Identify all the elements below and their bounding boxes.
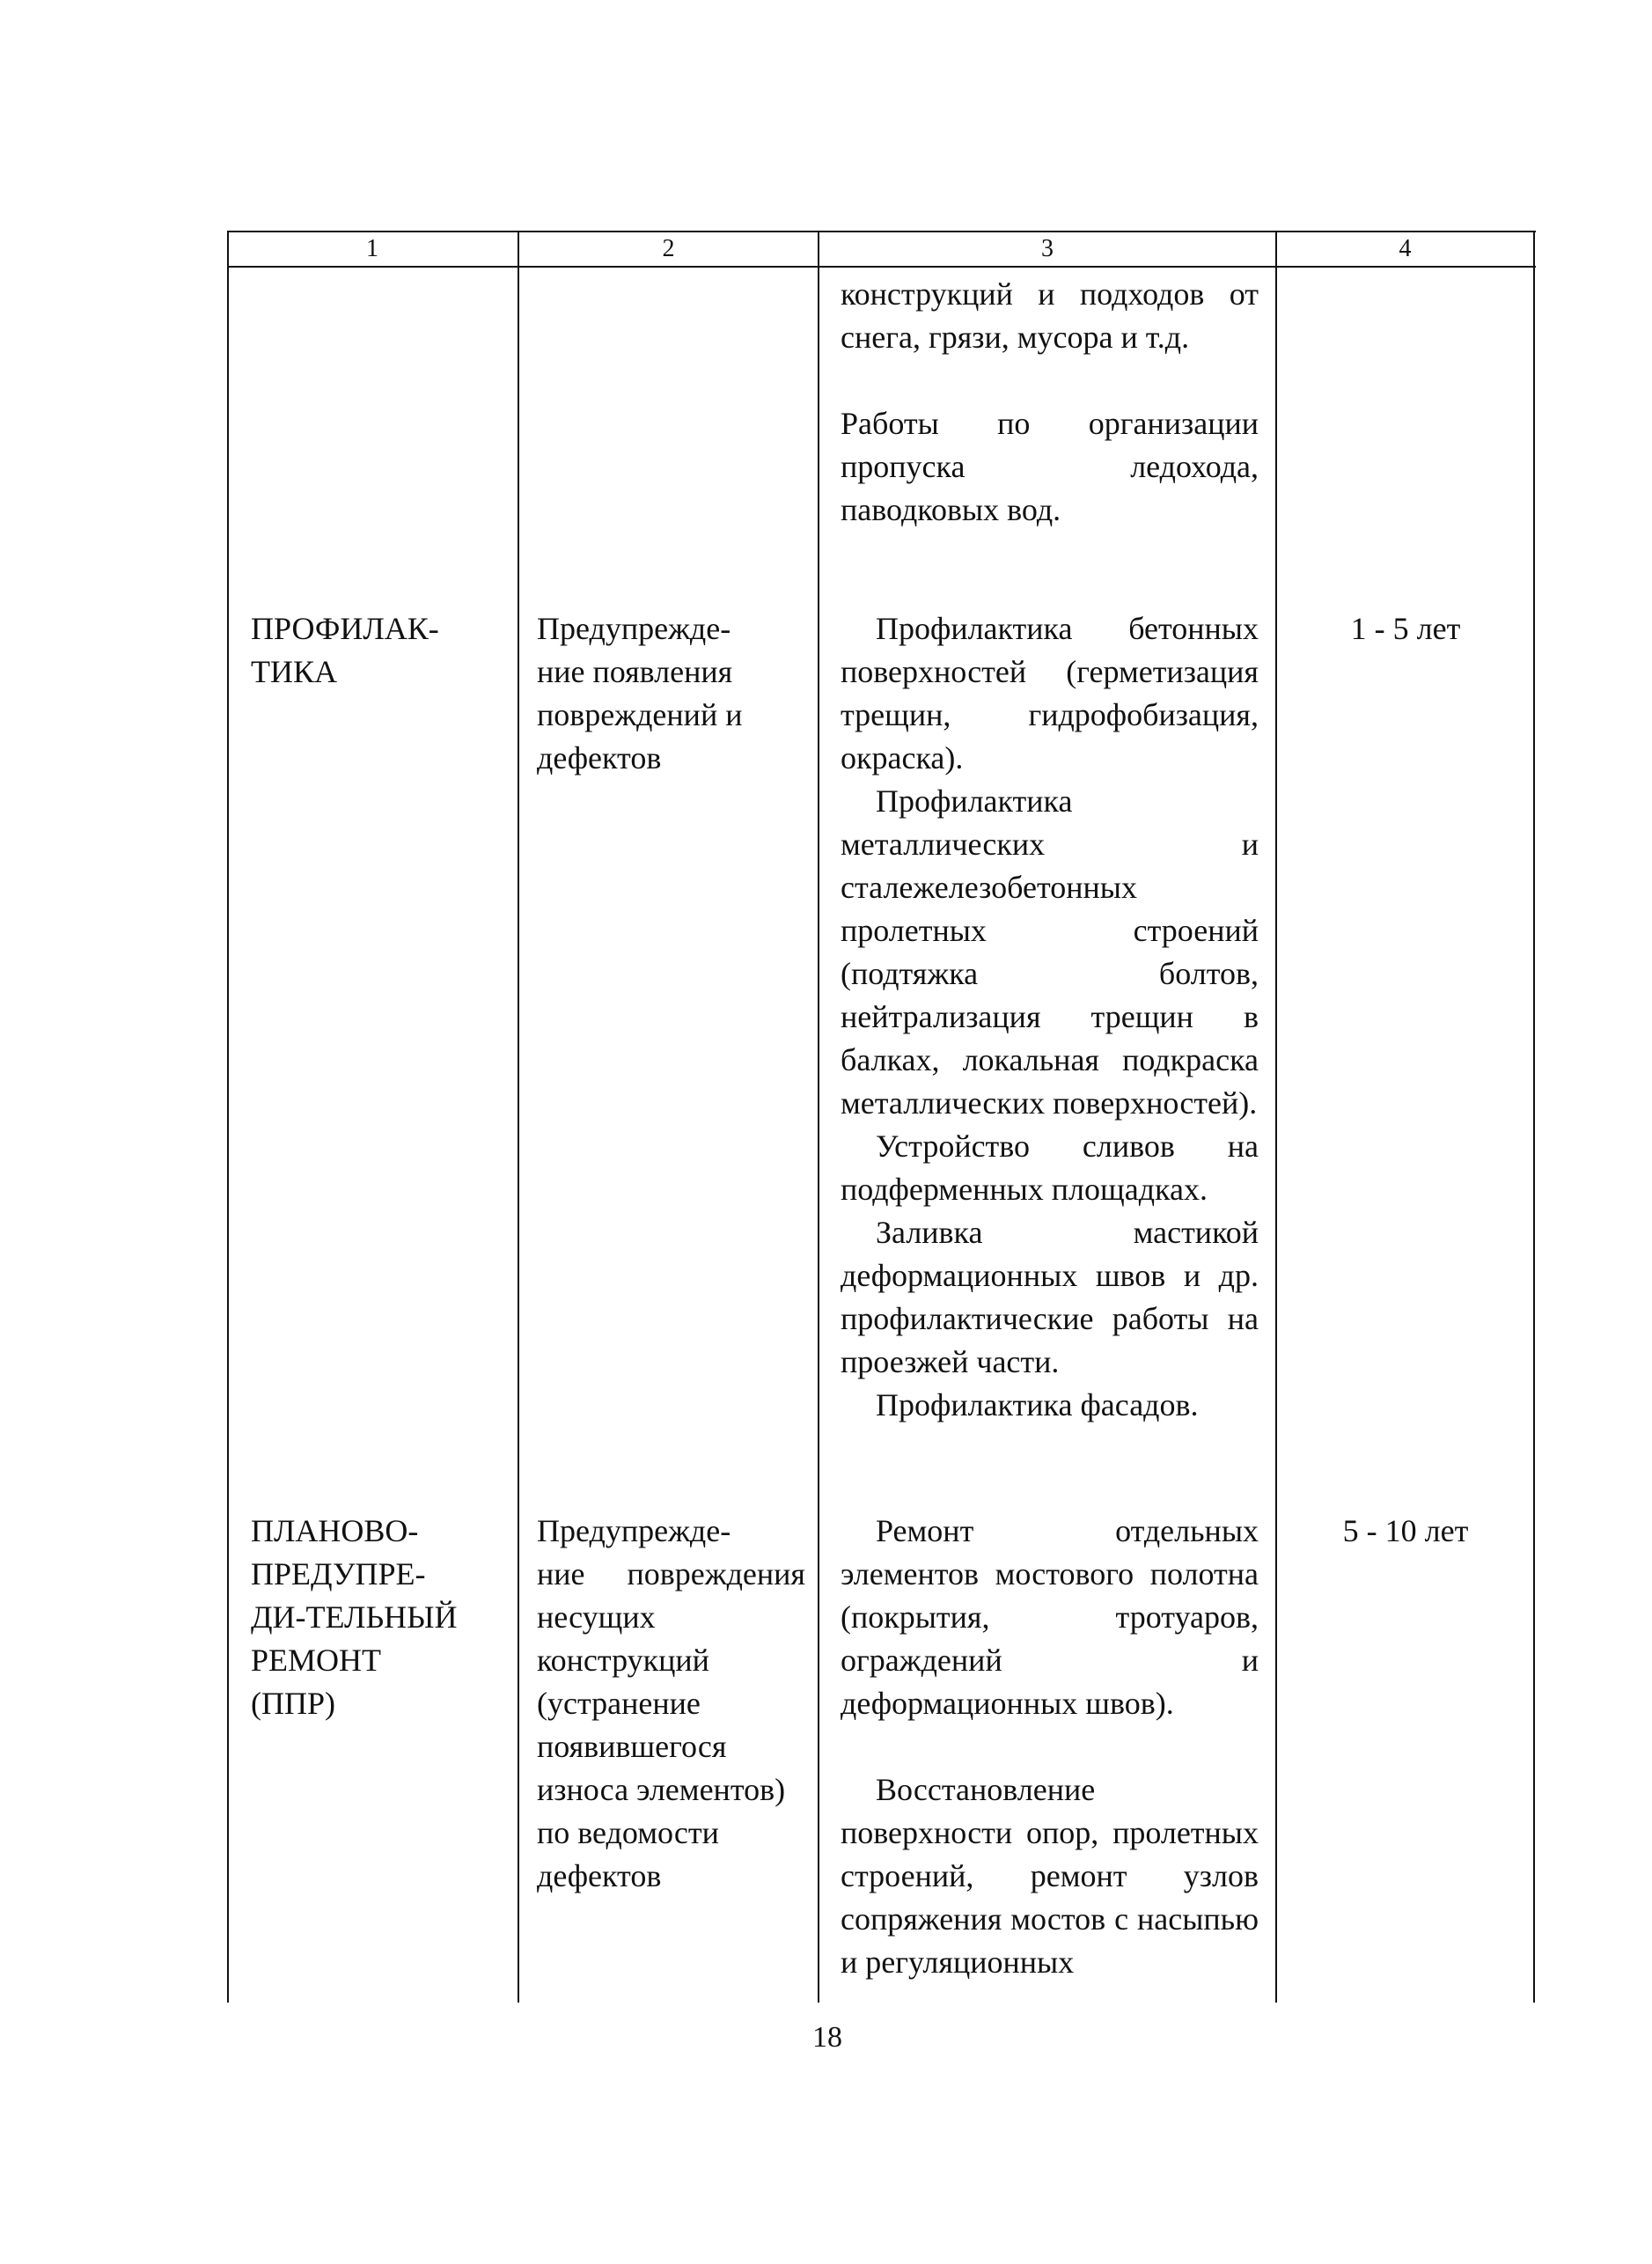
row-prophylaxis-works (841, 607, 1259, 1427)
cell-line: ПЛАНОВО- (251, 1513, 419, 1548)
cell-line: (устранение появившегося износа элементов) (537, 1686, 786, 1807)
column-divider-1-2 (518, 231, 519, 2003)
cell-line: дефектов (537, 1858, 662, 1893)
row-ppr-type (251, 1510, 508, 1725)
works-paragraph: Профилактика бетонных поверхностей (герметизация трещин, гидрофобизация, окраска). (841, 611, 1259, 775)
continuation-paragraph: конструкций и подходов от снега, грязи, мусора и т.д. (841, 276, 1259, 355)
cell-line: Предупрежде- (537, 1513, 731, 1548)
cell-line: ние появления (537, 654, 733, 689)
continuation-paragraph: Работы по организации пропуска ледохода, паводковых вод. (841, 406, 1259, 527)
column-divider-2-3 (818, 231, 819, 2003)
cell-line: ПРЕДУПРЕ- (251, 1556, 426, 1591)
continuation-cell (841, 273, 1259, 532)
column-divider-3-4 (1275, 231, 1277, 2003)
cell-line: (ППР) (251, 1686, 335, 1721)
cell-line: по ведомости (537, 1815, 719, 1850)
works-paragraph: Восстановление поверхности опор, пролетных строений, ремонт узлов сопряжения мостов с насыпью и регуляционных (841, 1772, 1259, 1980)
cell-line: повреждений и (537, 697, 743, 732)
header-col-1: 1 (366, 235, 378, 262)
works-paragraph: Профилактика металлических и сталежелезобетонных пролетных строений (подтяжка болтов, нейтрализация трещин в балках, локальная подкраска металлических поверхностей). (841, 783, 1259, 1121)
row-ppr-works (841, 1510, 1259, 1984)
header-col-3: 3 (1041, 235, 1054, 262)
page-number: 18 (812, 2021, 842, 2054)
cell-line: ПРОФИЛАК- (251, 611, 439, 646)
cell-line: РЕМОНТ (251, 1643, 382, 1678)
cell-line: ние повреждения несущих (537, 1556, 805, 1635)
table-right-border (1533, 231, 1535, 2003)
header-col-4: 4 (1399, 235, 1412, 262)
works-paragraph: Заливка мастикой деформационных швов и др. профилактические работы на проезжей части. (841, 1215, 1259, 1379)
works-paragraph: Профилактика фасадов. (876, 1387, 1199, 1422)
cell-line: ДИ-ТЕЛЬНЫЙ (251, 1599, 458, 1635)
cell-line: конструкций (537, 1643, 709, 1678)
row-ppr-purpose (537, 1510, 805, 1898)
header-col-2: 2 (662, 235, 675, 262)
cell-line: ТИКА (251, 654, 337, 689)
table-left-border (227, 231, 229, 2003)
works-paragraph: Устройство сливов на подферменных площадках. (841, 1128, 1259, 1207)
row-prophylaxis-purpose (537, 607, 805, 780)
cell-line: Предупрежде- (537, 611, 731, 646)
row-prophylaxis-type (251, 607, 508, 694)
works-paragraph: Ремонт отдельных элементов мостового полотна (покрытия, тротуаров, ограждений и деформационных швов). (841, 1513, 1259, 1721)
cell-line: дефектов (537, 740, 662, 775)
row-ppr-period: 5 - 10 лет (1342, 1513, 1469, 1548)
row-prophylaxis-period: 1 - 5 лет (1350, 611, 1461, 646)
